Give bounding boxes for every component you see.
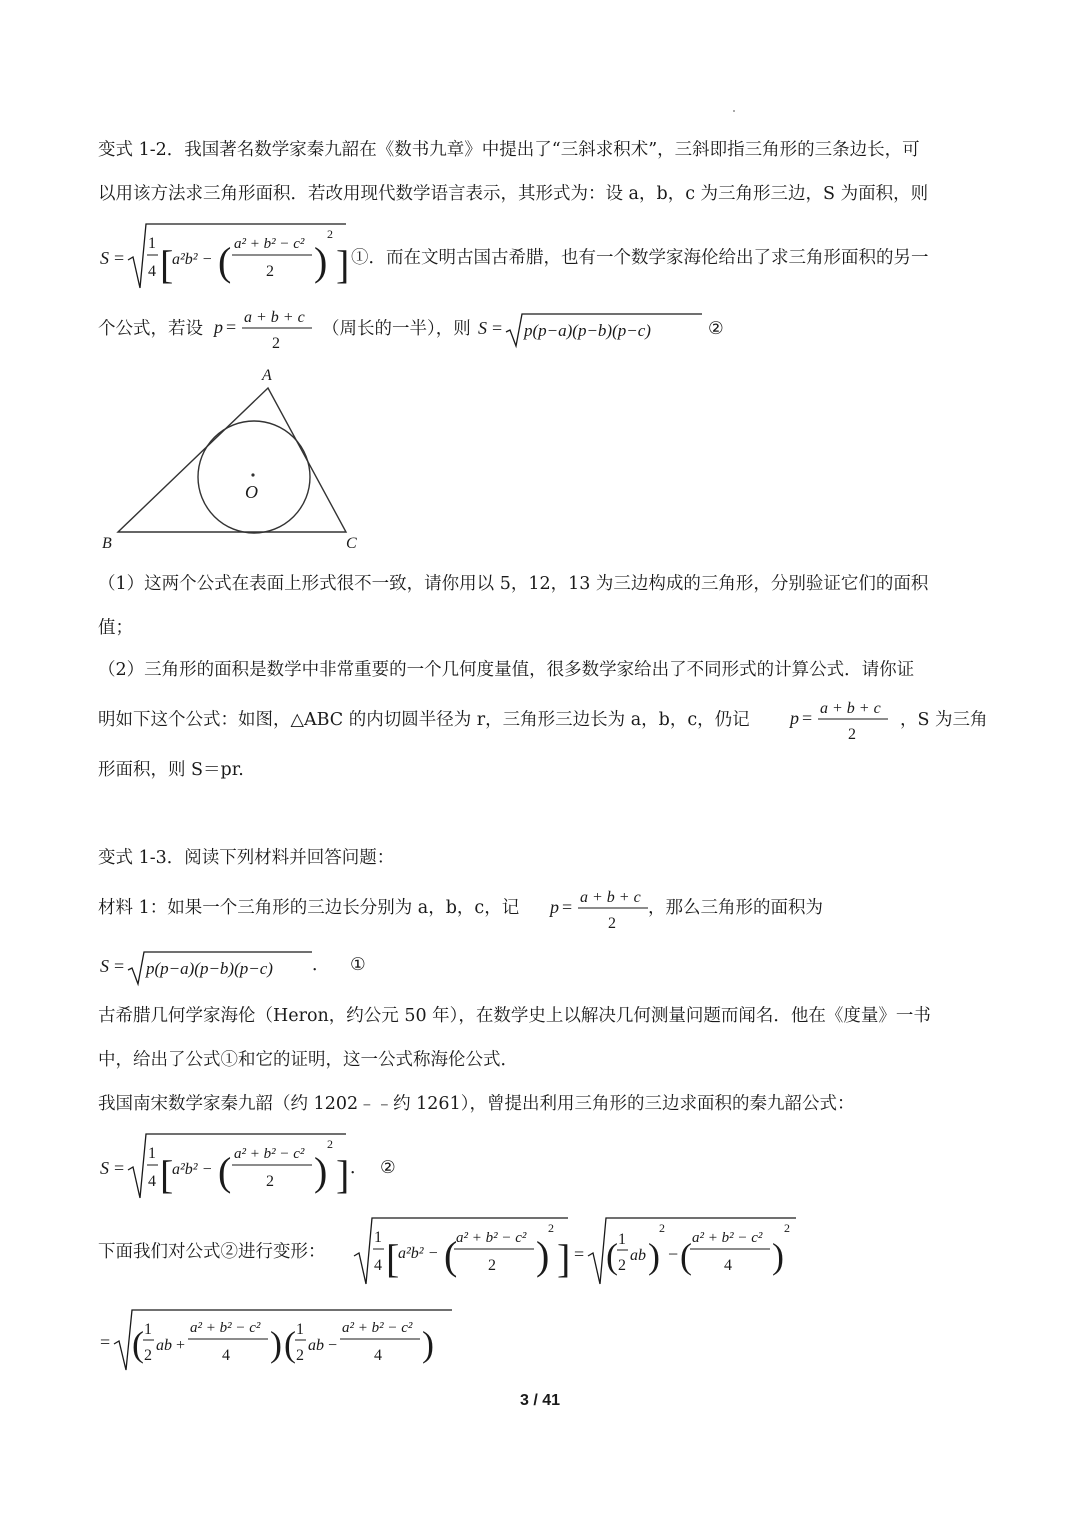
- svg-text:2: 2: [266, 263, 274, 280]
- svg-text:p: p: [214, 317, 223, 337]
- svg-text:=: =: [802, 708, 813, 728]
- marker-1: ①: [350, 955, 366, 975]
- svg-text:a² + b² − c²: a² + b² − c²: [456, 1230, 527, 1246]
- svg-text:4: 4: [374, 1347, 382, 1364]
- svg-text:(: (: [444, 1233, 458, 1278]
- svg-text:2: 2: [488, 1257, 496, 1274]
- triangle-incircle-figure: [98, 366, 378, 556]
- svg-text:2: 2: [608, 915, 616, 932]
- svg-text:2: 2: [548, 1221, 554, 1235]
- svg-text:=: =: [114, 956, 125, 976]
- v12-formula1-tail: ①．而在文明古国古希腊，也有一个数学家海伦给出了求三角形面积的另一: [351, 248, 929, 268]
- svg-text:ab: ab: [630, 1247, 646, 1264]
- svg-text:a² + b² − c²: a² + b² − c²: [234, 236, 305, 252]
- svg-text:2: 2: [266, 1173, 274, 1190]
- svg-text:=: =: [562, 897, 573, 917]
- svg-text:2: 2: [659, 1221, 665, 1235]
- svg-text:=: =: [114, 248, 125, 268]
- svg-text:p: p: [550, 897, 559, 917]
- svg-text:+: +: [176, 1337, 186, 1354]
- math-S: S: [100, 248, 109, 268]
- svg-text:a² + b² − c²: a² + b² − c²: [190, 1320, 261, 1336]
- svg-text:4: 4: [148, 263, 156, 280]
- svg-text:ab: ab: [308, 1337, 324, 1354]
- p-definition-2: [788, 695, 898, 749]
- svg-text:2: 2: [618, 1257, 626, 1274]
- p-definition-1: [212, 304, 322, 358]
- material1-start: 材料 1：如果一个三角形的三边长分别为 a，b，c，记: [98, 898, 520, 918]
- svg-text:S: S: [478, 318, 487, 338]
- svg-text:a + b + c: a + b + c: [820, 700, 881, 717]
- transform-start: 下面我们对公式②进行变形：: [98, 1242, 326, 1262]
- svg-text:(: (: [606, 1236, 618, 1276]
- svg-text:2: 2: [327, 1137, 333, 1151]
- heron-line2: 中，给出了公式①和它的证明，这一公式称海伦公式．: [98, 1050, 518, 1070]
- center-o-label: O: [245, 482, 258, 502]
- svg-text:4: 4: [374, 1257, 382, 1274]
- svg-text:2: 2: [848, 726, 856, 743]
- svg-text:2: 2: [272, 335, 280, 352]
- svg-text:p(p−a)(p−b)(p−c): p(p−a)(p−b)(p−c): [146, 959, 273, 978]
- svg-text:4: 4: [148, 1173, 156, 1190]
- v12-line4-start: 个公式，若设: [98, 319, 203, 339]
- svg-text:]: ]: [336, 1152, 350, 1197]
- svg-text:p(p−a)(p−b)(p−c): p(p−a)(p−b)(p−c): [524, 321, 651, 340]
- svg-text:a² + b² − c²: a² + b² − c²: [234, 1146, 305, 1162]
- material1-end: ，那么三角形的面积为: [648, 898, 823, 918]
- v12-line1: 变式 1-2．我国著名数学家秦九韶在《数书九章》中提出了“三斜求积术”，三斜即指三角形的三条边长，可: [98, 140, 920, 160]
- svg-text:a²b² −: a²b² −: [172, 251, 213, 268]
- svg-text:ab: ab: [156, 1337, 172, 1354]
- svg-text:a²b² −: a²b² −: [172, 1161, 213, 1178]
- heron-formula-1: [476, 310, 708, 350]
- heron-formula-2: [98, 948, 318, 988]
- svg-text:2: 2: [784, 1221, 790, 1235]
- scan-dot: [733, 110, 735, 112]
- v12-line2: 以用该方法求三角形面积．若改用现代数学语言表示，其形式为：设 a，b，c 为三角形三边，S 为面积，则: [98, 184, 929, 204]
- svg-text:(: (: [680, 1236, 692, 1276]
- svg-text:=: =: [114, 1158, 125, 1178]
- svg-text:−: −: [328, 1337, 338, 1354]
- svg-text:): ): [648, 1236, 660, 1276]
- q2-line2-end: ，S 为三角: [900, 710, 988, 730]
- svg-text:): ): [536, 1233, 550, 1278]
- qin-line: 我国南宋数学家秦九韶（约 1202﹣﹣约 1261），曾提出利用三角形的三边求面积的秦九韶公式：: [98, 1094, 855, 1114]
- q2-line3: 形面积，则 S＝pr.: [98, 760, 244, 780]
- vertex-a-label: A: [262, 367, 272, 384]
- svg-text:(: (: [218, 1149, 232, 1194]
- svg-text:a² + b² − c²: a² + b² − c²: [692, 1230, 763, 1246]
- svg-text:2: 2: [144, 1347, 152, 1364]
- svg-text:): ): [314, 239, 328, 284]
- svg-text:4: 4: [724, 1257, 732, 1274]
- svg-text:): ): [772, 1236, 784, 1276]
- vertex-b-label: B: [102, 535, 112, 552]
- svg-text:=: =: [100, 1332, 111, 1352]
- q2-line1: （2）三角形的面积是数学中非常重要的一个几何度量值，很多数学家给出了不同形式的计算公式．请你证: [98, 660, 915, 680]
- incircle: [198, 421, 310, 533]
- svg-text:]: ]: [557, 1236, 571, 1281]
- heron-formula-2-tail: ．: [312, 955, 330, 975]
- svg-text:p: p: [790, 708, 799, 728]
- svg-text:(: (: [132, 1324, 144, 1364]
- marker-2: ②: [380, 1158, 396, 1178]
- svg-text:[: [: [386, 1236, 400, 1281]
- svg-text:−: −: [668, 1244, 679, 1264]
- svg-text:[: [: [160, 242, 174, 287]
- v12-line4-mid: （周长的一半），则: [322, 319, 471, 339]
- svg-text:]: ]: [336, 242, 350, 287]
- svg-text:a²b² −: a²b² −: [398, 1245, 439, 1262]
- svg-text:1: 1: [148, 1145, 156, 1162]
- svg-text:1: 1: [374, 1229, 382, 1246]
- qin-formula-1: [98, 222, 358, 292]
- q2-line2-start: 明如下这个公式：如图，△ABC 的内切圆半径为 r，三角形三边长为 a，b，c，仍记: [98, 710, 750, 730]
- factored-formula: [98, 1306, 458, 1372]
- svg-text:2: 2: [327, 227, 333, 241]
- svg-text:a + b + c: a + b + c: [244, 309, 305, 326]
- svg-text:[: [: [160, 1152, 174, 1197]
- svg-text:=: =: [226, 317, 237, 337]
- triangle-abc: [118, 388, 346, 532]
- svg-text:): ): [314, 1149, 328, 1194]
- svg-text:1: 1: [148, 235, 156, 252]
- qin-formula-2-tail: ．: [350, 1158, 368, 1178]
- svg-text:(: (: [284, 1324, 296, 1364]
- p-definition-3: [548, 884, 658, 938]
- v13-title: 变式 1-3．阅读下列材料并回答问题：: [98, 848, 395, 868]
- q1-line2: 值；: [98, 618, 133, 638]
- svg-text:=: =: [492, 318, 503, 338]
- heron-line1: 古希腊几何学家海伦（Heron，约公元 50 年），在数学史上以解决几何测量问题而闻名．他在《度量》一书: [98, 1006, 931, 1026]
- svg-text:4: 4: [222, 1347, 230, 1364]
- svg-text:1: 1: [618, 1231, 626, 1248]
- svg-text:): ): [270, 1324, 282, 1364]
- svg-text:): ): [422, 1324, 434, 1364]
- svg-text:S: S: [100, 1158, 109, 1178]
- page-number: 3 / 41: [519, 1392, 561, 1409]
- qin-formula-2: [98, 1132, 358, 1202]
- svg-text:1: 1: [296, 1321, 304, 1338]
- svg-text:1: 1: [144, 1321, 152, 1338]
- svg-text:S: S: [100, 956, 109, 976]
- svg-text:=: =: [574, 1244, 585, 1264]
- transform-formula: [352, 1216, 802, 1288]
- svg-text:(: (: [218, 239, 232, 284]
- svg-text:a + b + c: a + b + c: [580, 889, 641, 906]
- v12-marker2: ②: [708, 319, 724, 339]
- svg-text:2: 2: [296, 1347, 304, 1364]
- center-point: [251, 473, 254, 476]
- vertex-c-label: C: [346, 535, 357, 552]
- svg-text:a² + b² − c²: a² + b² − c²: [342, 1320, 413, 1336]
- q1-line1: （1）这两个公式在表面上形式很不一致，请你用以 5，12，13 为三边构成的三角形，分别验证它们的面积: [98, 574, 929, 594]
